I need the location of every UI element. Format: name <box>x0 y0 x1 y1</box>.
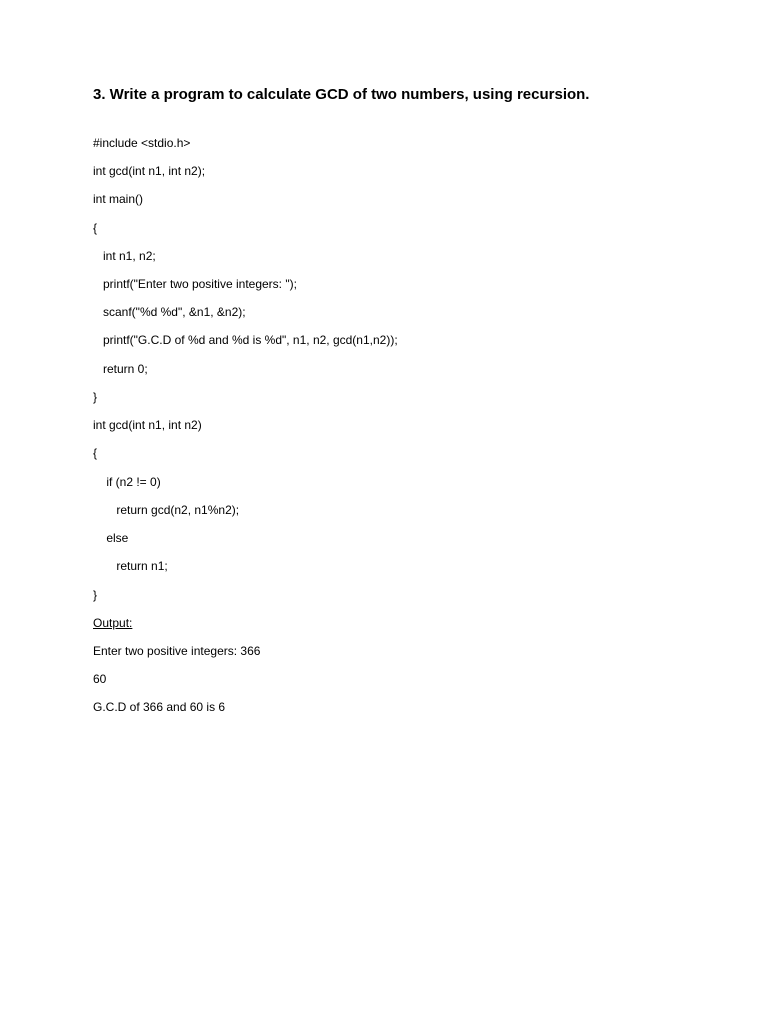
code-line-main-close-brace: } <box>93 390 98 404</box>
code-line-scanf: scanf("%d %d", &n1, &n2); <box>93 305 246 319</box>
code-line-recursive-return: return gcd(n2, n1%n2); <box>93 503 240 517</box>
code-line-return-n1: return n1; <box>93 559 168 573</box>
code-line-return-zero: return 0; <box>93 362 148 376</box>
code-line-include: #include <stdio.h> <box>93 136 191 150</box>
code-line-prompt-printf: printf("Enter two positive integers: "); <box>93 277 297 291</box>
code-line-gcd-prototype: int gcd(int n1, int n2); <box>93 164 206 178</box>
code-line-declare-vars: int n1, n2; <box>93 249 156 263</box>
code-line-main-open-brace: { <box>93 221 98 235</box>
output-line-second-number: 60 <box>93 672 107 686</box>
output-label: Output: <box>93 616 133 630</box>
code-line-main-signature: int main() <box>93 192 144 206</box>
code-line-gcd-open-brace: { <box>93 446 98 460</box>
code-line-result-printf: printf("G.C.D of %d and %d is %d", n1, n2, gcd(n1,n2)); <box>93 333 398 347</box>
code-line-else: else <box>93 531 129 545</box>
code-line-gcd-close-brace: } <box>93 588 98 602</box>
output-line-result: G.C.D of 366 and 60 is 6 <box>93 700 226 714</box>
code-line-if-condition: if (n2 != 0) <box>93 475 161 489</box>
output-line-prompt: Enter two positive integers: 366 <box>93 644 261 658</box>
question-heading: 3. Write a program to calculate GCD of two numbers, using recursion. <box>93 86 590 103</box>
code-line-gcd-signature: int gcd(int n1, int n2) <box>93 418 202 432</box>
